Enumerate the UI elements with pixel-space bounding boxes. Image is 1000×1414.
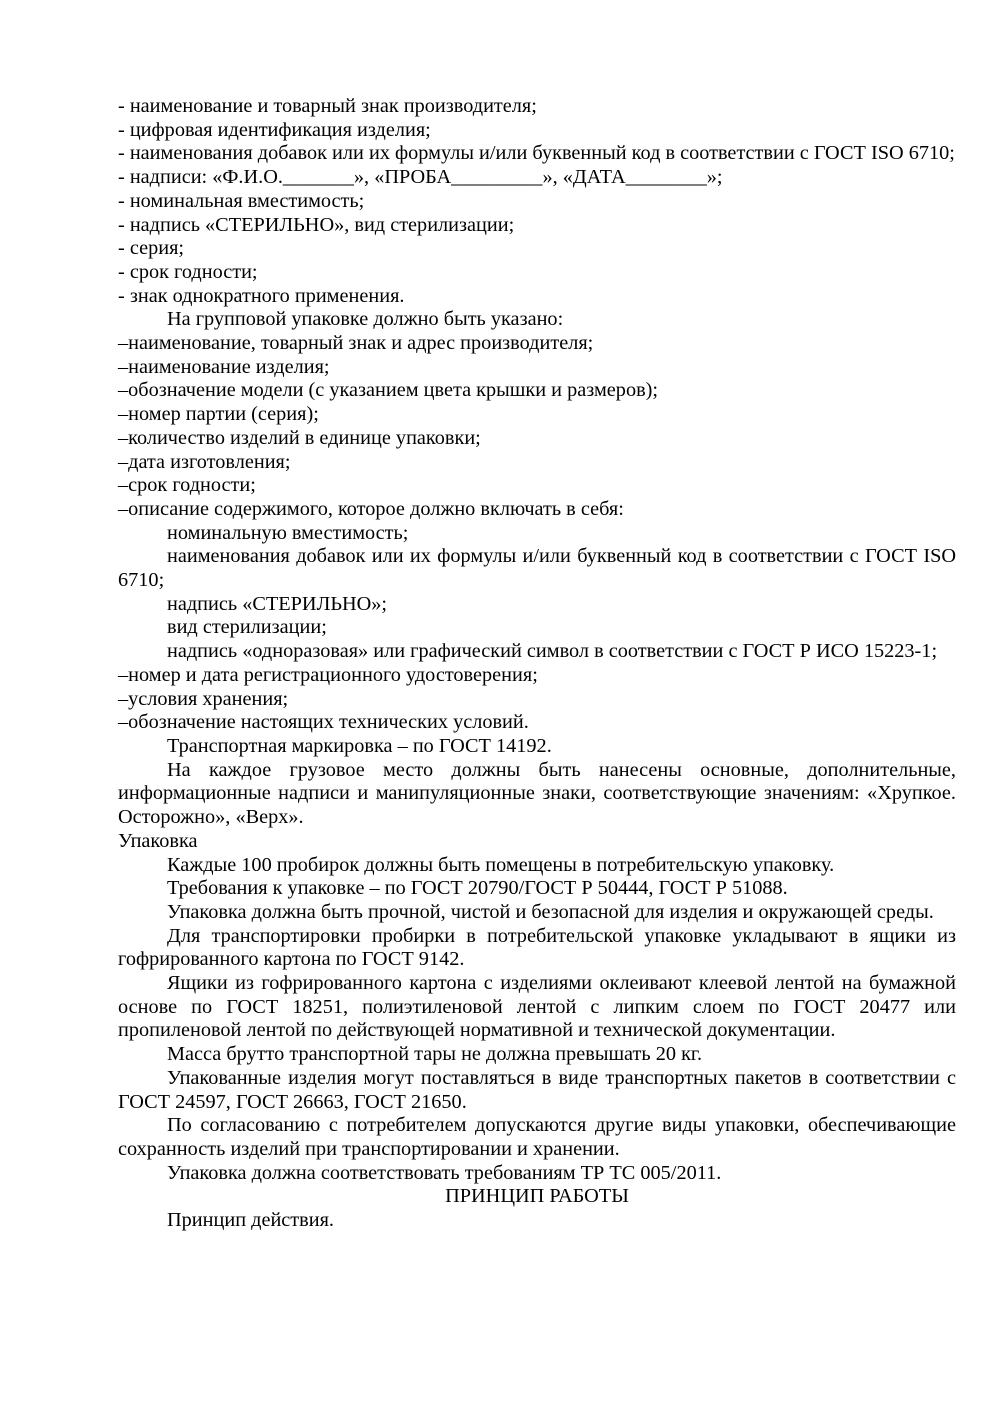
- content-description-item: вид стерилизации;: [167, 616, 327, 639]
- consumer-marking-item: - цифровая идентификация изделия;: [118, 118, 431, 141]
- consumer-marking-item: - знак однократного применения.: [118, 284, 405, 307]
- principle-heading: ПРИНЦИП РАБОТЫ: [445, 1185, 629, 1208]
- group-marking-item: –условия хранения;: [118, 687, 289, 710]
- content-description-item: надпись «СТЕРИЛЬНО»;: [167, 592, 388, 615]
- group-marking-item: –описание содержимого, которое должно включать в себя:: [118, 497, 624, 520]
- consumer-marking-item: - срок годности;: [118, 260, 258, 283]
- packaging-section: [118, 830, 956, 1186]
- marking-section: [118, 95, 956, 830]
- group-marking-item: –дата изготовления;: [118, 450, 291, 473]
- principle-lead: Принцип действия.: [167, 1209, 334, 1232]
- packaging-paragraph: По согласованию с потребителем допускаются другие виды упаковки, обеспечивающие сохранность изделий при транспортировании и хранении.: [118, 1114, 956, 1160]
- packaging-paragraph: Ящики из гофрированного картона с изделиями оклеивают клеевой лентой на бумажной основе по ГОСТ 18251, полиэтиленовой лентой с липким слоем по ГОСТ 20477 или пропиленовой лентой по действующей нормативной и технической документации.: [118, 972, 956, 1042]
- packaging-heading: Упаковка: [118, 829, 198, 852]
- group-marking-item: –наименование изделия;: [118, 355, 330, 378]
- group-marking-item: –номер партии (серия);: [118, 403, 319, 426]
- content-description-item: надпись «одноразовая» или графический символ в соответствии с ГОСТ Р ИСО 15223-1;: [167, 640, 938, 663]
- consumer-marking-item: - надписи: «Ф.И.О._______», «ПРОБА_________», «ДАТА________»;: [118, 166, 723, 189]
- packaging-paragraph: Масса брутто транспортной тары не должна превышать 20 кг.: [167, 1043, 703, 1066]
- group-marking-item: –обозначение настоящих технических условий.: [118, 711, 529, 734]
- packaging-paragraph: Упаковка должна быть прочной, чистой и безопасной для изделия и окружающей среды.: [167, 900, 934, 923]
- packaging-paragraph: Упаковка должна соответствовать требованиям ТР ТС 005/2011.: [167, 1161, 722, 1184]
- consumer-marking-item: - номинальная вместимость;: [118, 189, 365, 212]
- packaging-paragraph: Требования к упаковке – по ГОСТ 20790/ГОСТ Р 50444, ГОСТ Р 51088.: [167, 877, 788, 900]
- consumer-marking-item: - надпись «СТЕРИЛЬНО», вид стерилизации;: [118, 213, 515, 236]
- cargo-marking-paragraph: На каждое грузовое место должны быть нанесены основные, дополнительные, информационные надписи и манипуляционные знаки, соответствующие значениям: «Хрупкое. Осторожно», «Верх».: [118, 758, 956, 829]
- group-marking-item: –срок годности;: [118, 474, 256, 497]
- packaging-paragraph: Упакованные изделия могут поставляться в виде транспортных пакетов в соответствии с ГОСТ 24597, ГОСТ 26663, ГОСТ 21650.: [118, 1066, 956, 1113]
- consumer-marking-item: - наименование и товарный знак производителя;: [118, 95, 537, 117]
- packaging-paragraph: Для транспортировки пробирки в потребительской упаковке укладывают в ящики из гофрированного картона по ГОСТ 9142.: [118, 924, 956, 971]
- group-marking-item: –количество изделий в единице упаковки;: [118, 426, 481, 449]
- principle-section: [118, 1185, 956, 1232]
- group-marking-item: –наименование, товарный знак и адрес производителя;: [118, 332, 594, 355]
- group-marking-intro: На групповой упаковке должно быть указано:: [167, 308, 564, 331]
- content-description-item: номинальную вместимость;: [167, 521, 409, 544]
- consumer-marking-item: - наименования добавок или их формулы и/или буквенный код в соответствии с ГОСТ ISO 6710;: [118, 142, 955, 165]
- group-marking-item: –обозначение модели (с указанием цвета крышки и размеров);: [118, 379, 659, 402]
- content-description-item: наименования добавок или их формулы и/или буквенный код в соответствии с ГОСТ ISO 6710;: [118, 545, 956, 592]
- packaging-paragraph: Каждые 100 пробирок должны быть помещены в потребительскую упаковку.: [167, 853, 835, 876]
- transport-marking-paragraph: Транспортная маркировка – по ГОСТ 14192.: [167, 734, 552, 757]
- consumer-marking-item: - серия;: [118, 237, 185, 260]
- group-marking-item: –номер и дата регистрационного удостоверения;: [118, 663, 538, 686]
